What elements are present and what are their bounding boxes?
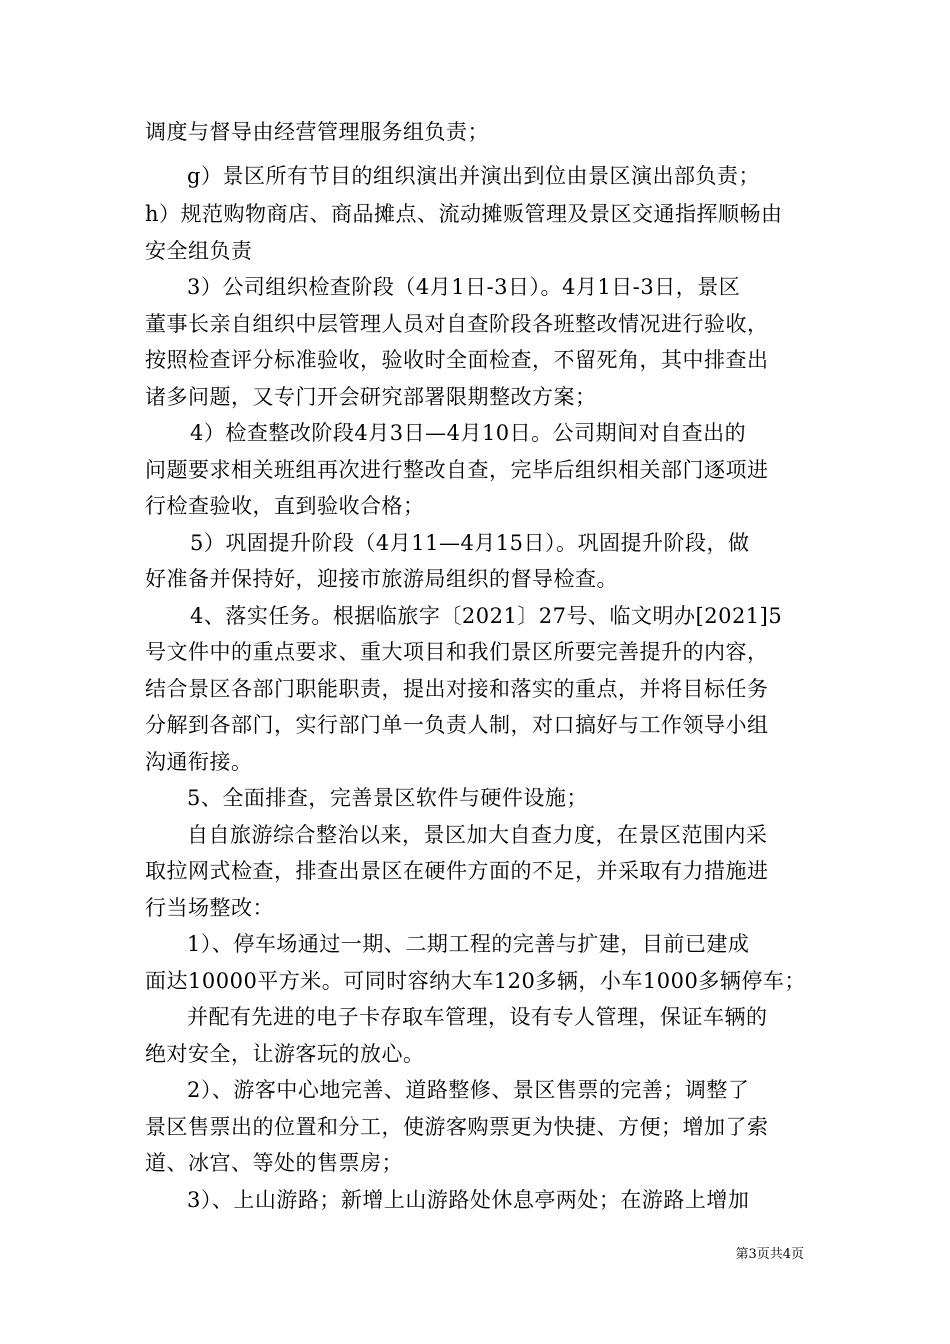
- text-line: h）规范购物商店、商品摊点、流动摊贩管理及景区交通指挥顺畅由: [145, 202, 783, 226]
- text-line: g）景区所有节目的组织演出并演出到位由景区演出部负责；: [187, 164, 760, 188]
- text-line: 号文件中的重点要求、重大项目和我们景区所要完善提升的内容，: [145, 640, 769, 664]
- page-number-footer: 第3页共4页: [735, 1247, 804, 1262]
- text-line: 2）、游客中心地完善、道路整修、景区售票的完善；调整了: [187, 1078, 750, 1102]
- text-line: 董事长亲自组织中层管理人员对自查阶段各班整改情况进行验收，: [145, 312, 769, 336]
- text-line: 自自旅游综合整治以来，景区加大自查力度，在景区范围内采: [187, 823, 768, 847]
- text-line: 景区售票出的位置和分工，使游客购票更为快捷、方便；增加了索: [145, 1115, 769, 1139]
- text-line: 4、落实任务。根据临旅字〔2021〕27号、临文明办[2021]5: [190, 604, 783, 628]
- text-line: 4）检查整改阶段4月3日—4月10日。公司期间对自查出的: [190, 421, 747, 445]
- text-line: 结合景区各部门职能职责，提出对接和落实的重点，并将目标任务: [145, 677, 769, 701]
- text-line: 3）公司组织检查阶段（4月1日-3日）。4月1日-3日，景区: [187, 275, 741, 299]
- text-line: 好准备并保持好，迎接市旅游局组织的督导检查。: [145, 567, 618, 591]
- text-line: 5、全面排查，完善景区软件与硬件设施；: [187, 786, 588, 810]
- text-line: 绝对安全，让游客玩的放心。: [145, 1042, 425, 1066]
- text-line: 行检查验收，直到验收合格；: [145, 494, 425, 518]
- text-line: 调度与督导由经营管理服务组负责；: [145, 120, 489, 144]
- text-line: 取拉网式检查，排查出景区在硬件方面的不足，并采取有力措施进: [145, 859, 769, 883]
- text-line: 5）巩固提升阶段（4月11—4月15日）。巩固提升阶段，做: [190, 531, 750, 555]
- text-line: 行当场整改：: [145, 896, 274, 920]
- text-line: 安全组负责: [145, 239, 253, 263]
- text-line: 3）、上山游路；新增上山游路处休息亭两处；在游路上增加: [187, 1188, 750, 1212]
- text-line: 诸多问题，又专门开会研究部署限期整改方案；: [145, 385, 597, 409]
- text-line: 并配有先进的电子卡存取车管理，设有专人管理，保证车辆的: [187, 1005, 768, 1029]
- text-line: 1）、停车场通过一期、二期工程的完善与扩建，目前已建成: [187, 932, 750, 956]
- text-line: 分解到各部门，实行部门单一负责人制，对口搞好与工作领导小组: [145, 713, 769, 737]
- text-line: 道、冰宫、等处的售票房；: [145, 1151, 403, 1175]
- text-line: 面达10000平方米。可同时容纳大车120多辆，小车1000多辆停车；: [145, 969, 806, 993]
- text-line: 问题要求相关班组再次进行整改自查，完毕后组织相关部门逐项进: [145, 458, 769, 482]
- text-line: 沟通衔接。: [145, 750, 253, 774]
- text-line: 按照检查评分标准验收，验收时全面检查，不留死角，其中排查出: [145, 348, 769, 372]
